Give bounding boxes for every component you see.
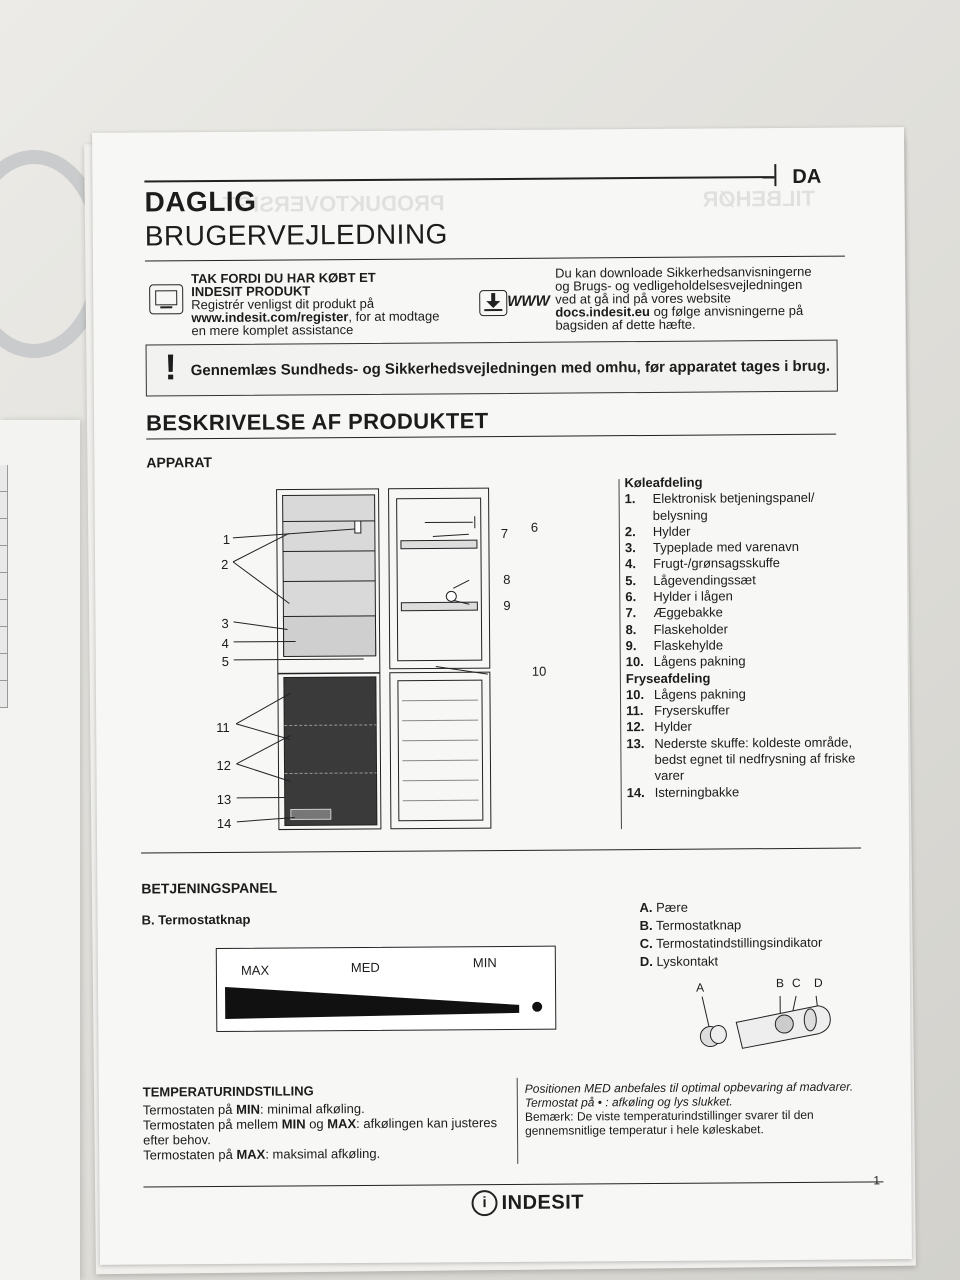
diagram-label: 6 [530,519,539,535]
thermostat-subtitle: B. Termostatknap [141,911,251,928]
diagram-label: 8 [503,571,511,587]
warning-text: Gennemlæs Sundheds- og Sikkerhedsvejledningen med omhu, før apparatet tages i brug. [190,357,831,380]
freezer-heading: Fryseafdeling [625,670,711,686]
diagram-label: 5 [221,653,230,669]
diagram-label: 14 [216,815,232,831]
list-item: 12. Hylder [626,719,692,735]
max-label: MAX [240,962,270,978]
title-brugervejledning: BRUGERVEJLEDNING [144,218,448,252]
register-line5: en mere komplet assistance [191,322,354,339]
page-number: 1 [873,1173,881,1188]
download-url[interactable]: docs.indesit.eu [555,303,651,320]
diagram-label: 2 [221,556,229,572]
register-line2: INDESIT PRODUKT [191,283,311,300]
monitor-icon [149,284,183,314]
diagram-label: 10 [531,663,547,679]
diagram-label: 12 [216,757,231,773]
list-item: 2. Hylder [624,523,691,540]
section-title: BESKRIVELSE AF PRODUKTET [145,408,489,436]
register-line3: Registrér venligst dit produkt på [191,295,375,313]
list-item: 11. Fryserskuffer [626,702,730,719]
list-item: 14. Isterningbakke [626,783,740,800]
list-item: 13. Nederste skuffe: koldeste område, bedst egnet til nedfrysning af friske varer [626,734,856,784]
diagram-label: 11 [216,719,230,735]
diagram-label: 1 [222,531,231,547]
ghost-text: PRODUKTOVERSIGT [222,190,445,217]
logo-icon: i [471,1190,497,1216]
part-label-c: C [791,975,801,990]
fridge-heading: Køleafdeling [624,474,703,491]
register-url[interactable]: www.indesit.com/register [191,309,349,326]
diagram-label: 13 [216,791,232,807]
list-item: 6. Hylder i lågen [625,588,733,605]
manual-page [92,127,912,1265]
download-line2: og Brugs- og vedligeholdelsesvejledningen [555,276,803,294]
diagram-label: 3 [221,615,229,631]
register-line4: www.indesit.com/register, for at modtage [191,308,440,326]
min-label: MIN [472,955,497,971]
list-item: 8. Flaskeholder [625,621,729,637]
part-label-a: A [695,980,705,995]
title-daglig: DAGLIG [144,185,257,218]
diagram-label: 4 [221,635,229,651]
www-icon-text: WWW [507,292,550,310]
med-label: MED [350,959,380,976]
header-tick [774,164,776,186]
control-panel-title: BETJENINGSPANEL [141,879,278,897]
register-line1: TAK FORDI DU HAR KØBT ET [191,269,376,287]
panel-legend: A. Pære B. Termostatknap C. Termostatindstillingsindikator D. Lyskontakt [639,899,823,970]
language-code: DA [792,165,822,188]
thermostat-wedge[interactable] [223,983,553,1025]
footer-rule [143,1181,883,1187]
thermostat-panel [216,946,557,1032]
list-item: 1. Elektronisk betjeningspanel/ belysning [624,490,815,523]
header-rule [144,176,774,182]
apparat-heading: APPARAT [146,454,213,471]
exclamation-icon: ! [164,346,177,388]
list-item: 3. Typeplade med varenavn [624,539,800,556]
list-item: 5. Lågevendingssæt [625,572,756,588]
list-item: 10. Lågens pakning [625,686,746,702]
download-line5: bagsiden af dette hæfte. [555,316,696,333]
list-item: 4. Frugt-/grønsagsskuffe [625,555,781,572]
diagram-label: 7 [500,525,509,542]
warning-box [146,340,838,397]
download-icon [479,290,507,316]
diagram-label: 9 [503,597,511,613]
download-line3: ved at gå ind på vores website [555,290,731,307]
left-paper-sheet [0,420,80,1280]
temperature-right-text: Positionen MED anbefales til optimal opbevaring af madvarer. Termostat på • : afkøling og lys slukket. Bemærk: De viste temperaturindstillinger svarer til den gennemsnitlige temperatur i hele køleskabet. [524,1079,854,1138]
part-label-d: D [813,975,823,990]
control-unit-illustration [688,992,838,1053]
list-item: 9. Flaskehylde [625,637,724,654]
list-item: 7. Æggebakke [625,604,723,621]
list-divider [618,479,621,829]
brand-logo: i INDESIT [471,1189,584,1216]
download-line4: docs.indesit.eu og følge anvisningerne på [555,302,804,320]
component-list [624,473,886,801]
header-bottom-rule [145,256,845,262]
temperature-title: TEMPERATURINDSTILLING [142,1083,314,1100]
fridge-diagram [204,480,537,842]
section-divider [141,847,861,853]
download-line1: Du kan downloade Sikkerhedsanvisningerne [554,263,812,281]
part-label-b: B [775,976,785,991]
list-item: 10. Lågens pakning [625,653,746,670]
ghost-text: TILBEHØR [702,185,816,212]
temperature-left-text: Termostaten på MIN: minimal afkøling. Termostaten på mellem MIN og MAX: afkølingen kan justeres efter behov. Termostaten på MAX: maksimal afkøling. [142,1100,498,1163]
